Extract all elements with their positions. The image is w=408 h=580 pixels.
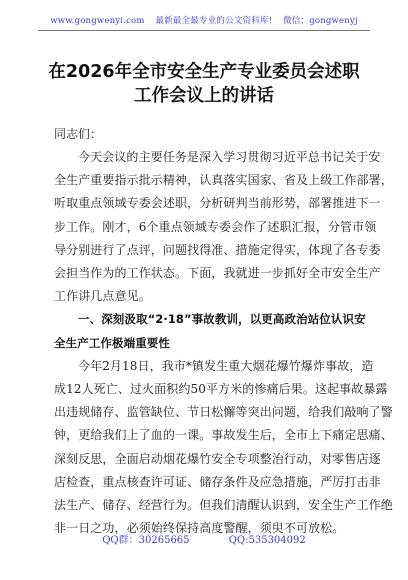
text-line: 今天会议的主要任务是深入学习贯彻习近平总书记关于安 (78, 150, 381, 164)
text-line: 法生产、储存、经营行为。但我们清醒认识到，安全生产工作绝 (54, 498, 393, 513)
page-header (0, 14, 408, 26)
text-line: 钟，更给我们上了血的一课。事故发生后，全市上下痛定思痛、 (54, 428, 393, 443)
text-line: 全生产重要指示批示精神，认真落实国家、省及上级工作部署， (54, 173, 393, 188)
footer-qq[interactable]: QQ:535304092 (228, 535, 306, 546)
paragraph-intro (54, 146, 393, 308)
document-title (0, 60, 408, 108)
text-line: 导分别进行了点评，问题找得准、措施定得实，体现了各专委 (54, 242, 381, 257)
header-site-link[interactable]: www.gongwenyi.com (50, 16, 145, 26)
document-body (54, 146, 393, 540)
heading-line: 全生产工作极端重要性 (54, 335, 170, 350)
header-wechat: 微信：gongwenyj (283, 16, 358, 26)
title-line-2: 工作会议上的讲话 (134, 86, 274, 106)
header-divider (38, 30, 370, 31)
heading-line: 一、深刻汲取“2·18”事故教训，以更高政治站位认识安 (78, 312, 366, 327)
text-line: 会担当作为的工作状态。下面，我就进一步抓好全市安全生产 (54, 266, 381, 281)
text-line: 店检查，重点核查许可证、储存条件及应急措施，严厉打击非 (54, 474, 381, 489)
text-line: 听取重点领域专委会述职，分析研判当前形势，部署推进下一 (54, 196, 381, 211)
text-line: 出违规储存、监管缺位、节日松懈等突出问题，给我们敲响了警 (54, 405, 393, 420)
text-line: 深刻反思，全面启动烟花爆竹安全专项整治行动，对零售店逐 (54, 451, 381, 466)
section-heading-1 (54, 308, 366, 354)
page-footer (0, 531, 408, 546)
title-line-1: 在2026年全市安全生产专业委员会述职 (48, 62, 360, 82)
paragraph-incident (54, 355, 393, 541)
text-line: 工作讲几点意见。 (54, 289, 151, 304)
footer-qq-group[interactable]: QQ群：30265665 (102, 535, 190, 546)
header-tagline: 最新最全最专业的公文资料库! (155, 16, 273, 26)
text-line: 非一日之功，必须始终保持高度警醒，须臾不可放松。 (54, 521, 345, 536)
text-line: 成12人死亡、过火面积约50平方米的惨痛后果。这起事故暴露 (54, 382, 388, 397)
text-line: 步工作。刚才，6个重点领域专委会作了述职汇报，分管市领 (54, 219, 377, 234)
text-line: 今年2月18日，我市*镇发生重大烟花爆竹爆炸事故，造 (78, 358, 374, 373)
salutation: 同志们： (54, 127, 103, 141)
